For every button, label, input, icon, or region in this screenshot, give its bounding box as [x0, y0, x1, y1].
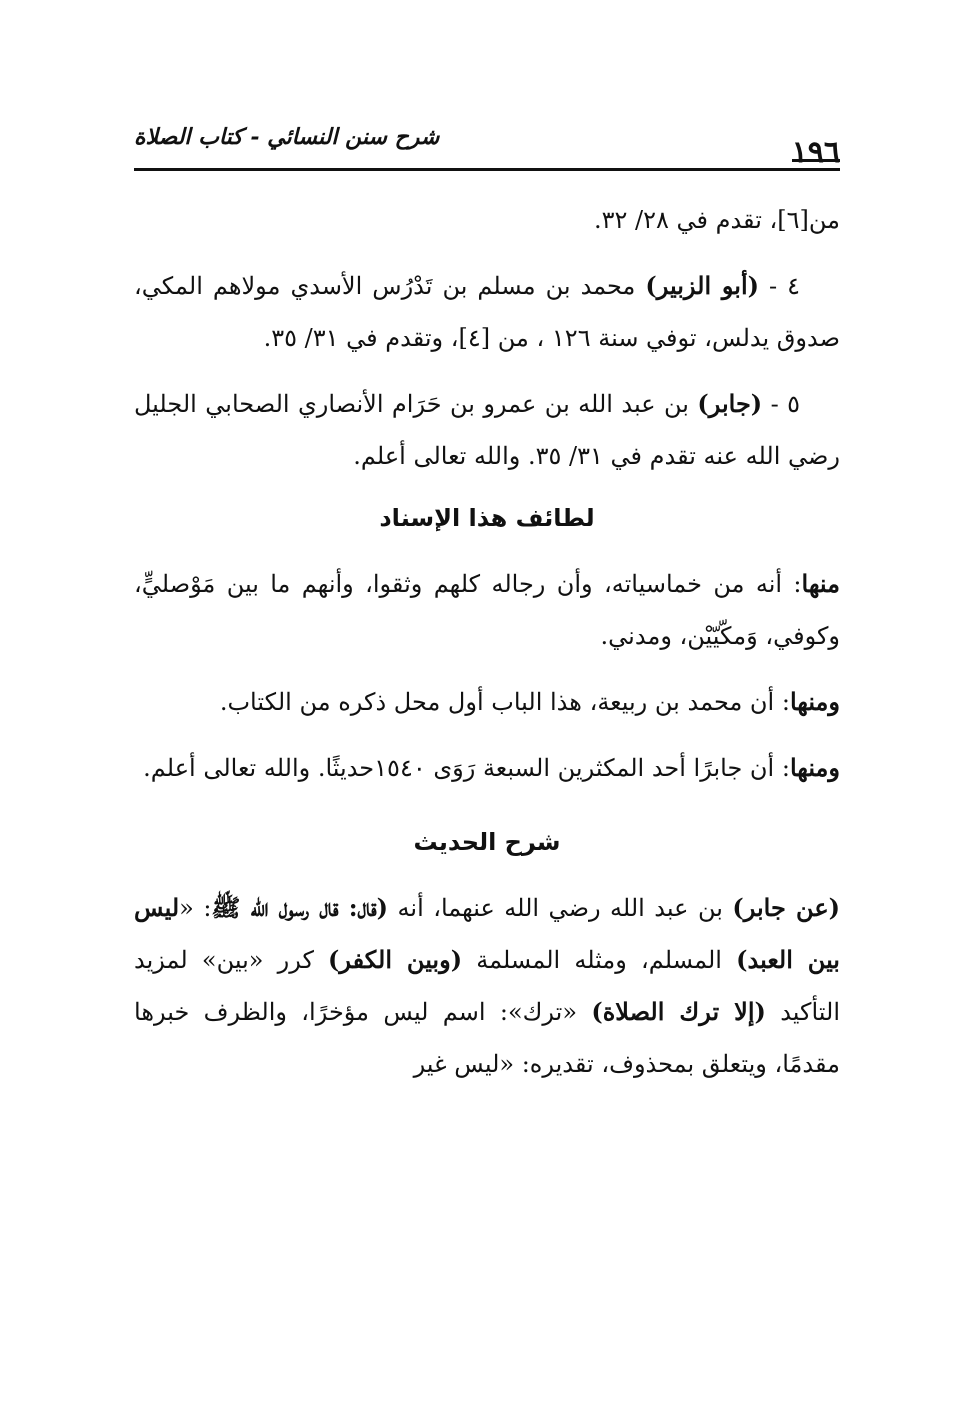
- quoted-text: (إلا ترك الصلاة): [591, 997, 766, 1026]
- paragraph-text: المسلم، ومثله المسلمة: [462, 946, 737, 974]
- page-number-rule: [792, 159, 840, 162]
- paragraph-text: : أنه من خماسياته، وأن رجاله كلهم وثقوا، وأنهم ما بين مَوْصليٍّ، وكوفي، وَمكّيّيْن، ومدني.: [134, 570, 840, 650]
- page-body: [134, 194, 840, 1104]
- header-rule: [134, 168, 840, 171]
- quoted-text: (عن جابر): [732, 893, 840, 922]
- paragraph-text: من[٦]، تقدم في ٢٨/ ٣٢.: [593, 206, 840, 234]
- paragraph-text: كرر «بين» لمزيد التأكيد: [134, 946, 841, 1026]
- narrator-jabir: [134, 378, 840, 482]
- running-title: شرح سنن النسائي - كتاب الصلاة: [134, 124, 440, 150]
- commentary-paragraph: [134, 882, 840, 1090]
- paragraph-text: : «: [179, 894, 212, 922]
- page-header: [134, 118, 840, 184]
- paragraph-text: بن عبد الله بن عمرو بن حَرَام الأنصاري الصحابي الجليل رضي الله عنه تقدم في ٣١/ ٣٥. والله تعالى أعلم.: [134, 390, 840, 470]
- subtlety-paragraph-3: [134, 742, 840, 794]
- quoted-text: (قال: قال رسول الله ﷺ: [211, 893, 389, 922]
- quoted-text: (وبين الكفر): [328, 945, 463, 974]
- subtlety-paragraph-2: [134, 676, 840, 728]
- narrator-continuation: [134, 194, 840, 246]
- paragraph-text: «ترك»: اسم ليس مؤخرًا، والظرف خبرها مقدمًا، ويتعلق بمحذوف، تقديره: «ليس غير: [134, 998, 840, 1078]
- subtlety-paragraph-1: [134, 558, 840, 662]
- page-number: ١٩٦: [791, 135, 840, 170]
- narrator-abu-zubair: [134, 260, 840, 364]
- item-number: ٥ -: [762, 390, 800, 418]
- item-number: ٤ -: [758, 272, 800, 300]
- section-title-isnad: لطائف هذا الإسناد: [379, 504, 595, 532]
- paragraph-lead: ومنها: [789, 687, 840, 716]
- paragraph-lead: ومنها: [789, 753, 840, 782]
- quoted-text: ليس بين العبد): [134, 893, 840, 974]
- paragraph-text: بن عبد الله رضي الله عنهما، أنه: [388, 894, 733, 922]
- paragraph-text: : أن محمد بن ربيعة، هذا الباب أول محل ذكره من الكتاب.: [219, 688, 790, 716]
- narrator-name: (أبو الزبير): [645, 271, 759, 300]
- paragraph-text: محمد بن مسلم بن تَدْرُس الأسدي مولاهم المكي، صدوق يدلس، توفي سنة ١٢٦ ، من [٤]، وتقدم في ٣١/ ٣٥.: [134, 272, 840, 352]
- section-title-commentary: شرح الحديث: [413, 828, 561, 856]
- narrator-name: (جابر): [697, 389, 763, 418]
- paragraph-text: : أن جابرًا أحد المكثرين السبعة رَوَى ١٥٤٠حديثًا. والله تعالى أعلم.: [143, 754, 790, 782]
- paragraph-lead: منها: [801, 569, 840, 598]
